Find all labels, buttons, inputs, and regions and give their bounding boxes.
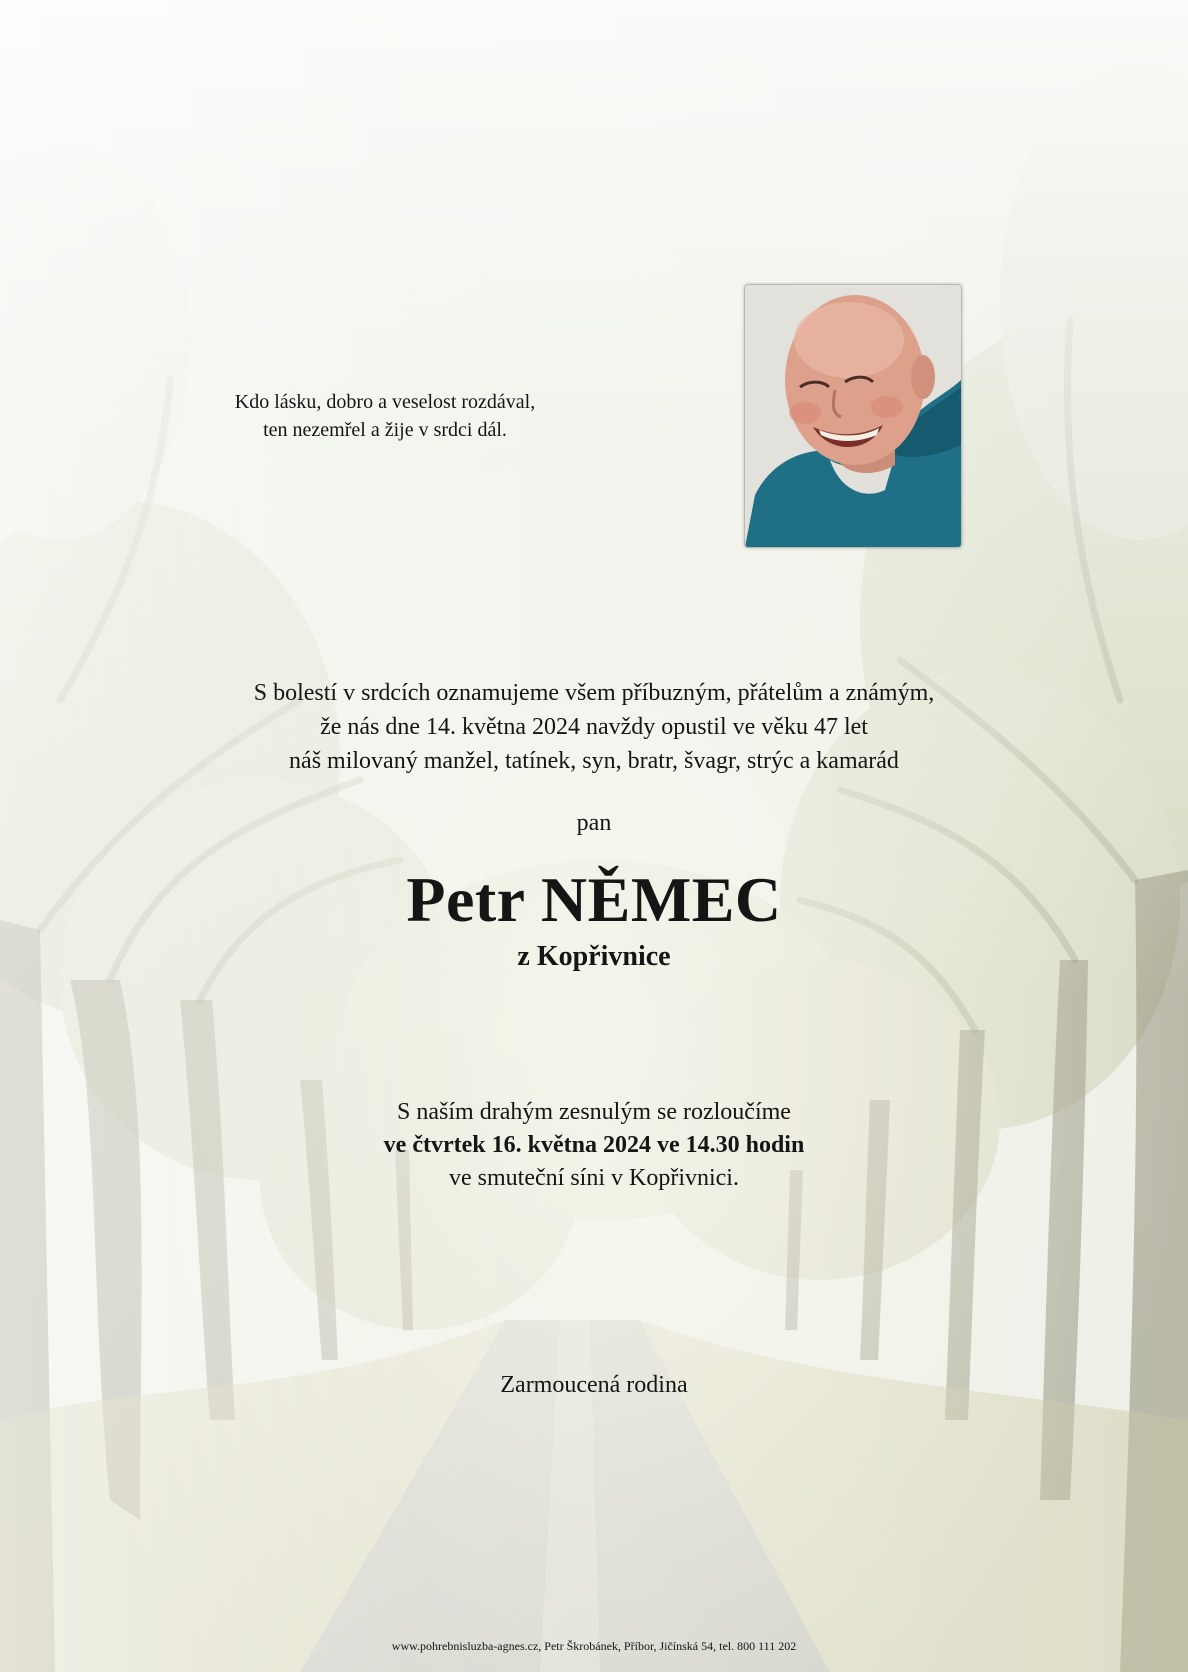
death-announcement <box>94 676 1094 778</box>
memorial-quote <box>190 388 580 444</box>
farewell-date-time: ve čtvrtek 16. května 2024 ve 14.30 hodin <box>383 1132 805 1158</box>
quote-line-1: Kdo lásku, dobro a veselost rozdával, <box>234 391 536 413</box>
farewell-venue: ve smuteční síni v Kopřivnici. <box>449 1165 739 1191</box>
farewell-line-1: S naším drahým zesnulým se rozloučíme <box>397 1099 791 1125</box>
honorific: pan <box>576 810 612 836</box>
quote-line-2: ten nezemřel a žije v srdci dál. <box>263 419 507 441</box>
portrait-illustration <box>745 285 961 547</box>
announcement-line-2: že nás dne 14. května 2024 navždy opustil ve věku 47 let <box>320 714 868 740</box>
announcement-line-3: náš milovaný manžel, tatínek, syn, bratr, švagr, strýc a kamarád <box>289 748 899 774</box>
funeral-service-footer: www.pohrebnisluzba-agnes.cz, Petr Škrobánek, Příbor, Jičínská 54, tel. 800 111 202 <box>391 1639 797 1653</box>
deceased-hometown: z Kopřivnice <box>517 941 671 972</box>
deceased-name: Petr NĚMEC <box>406 864 782 935</box>
announcement-line-1: S bolestí v srdcích oznamujeme všem příbuzným, přátelům a známým, <box>253 680 935 706</box>
deceased-portrait-photo <box>744 284 962 548</box>
family-signature: Zarmoucená rodina <box>500 1372 688 1398</box>
funeral-details <box>194 1096 994 1195</box>
